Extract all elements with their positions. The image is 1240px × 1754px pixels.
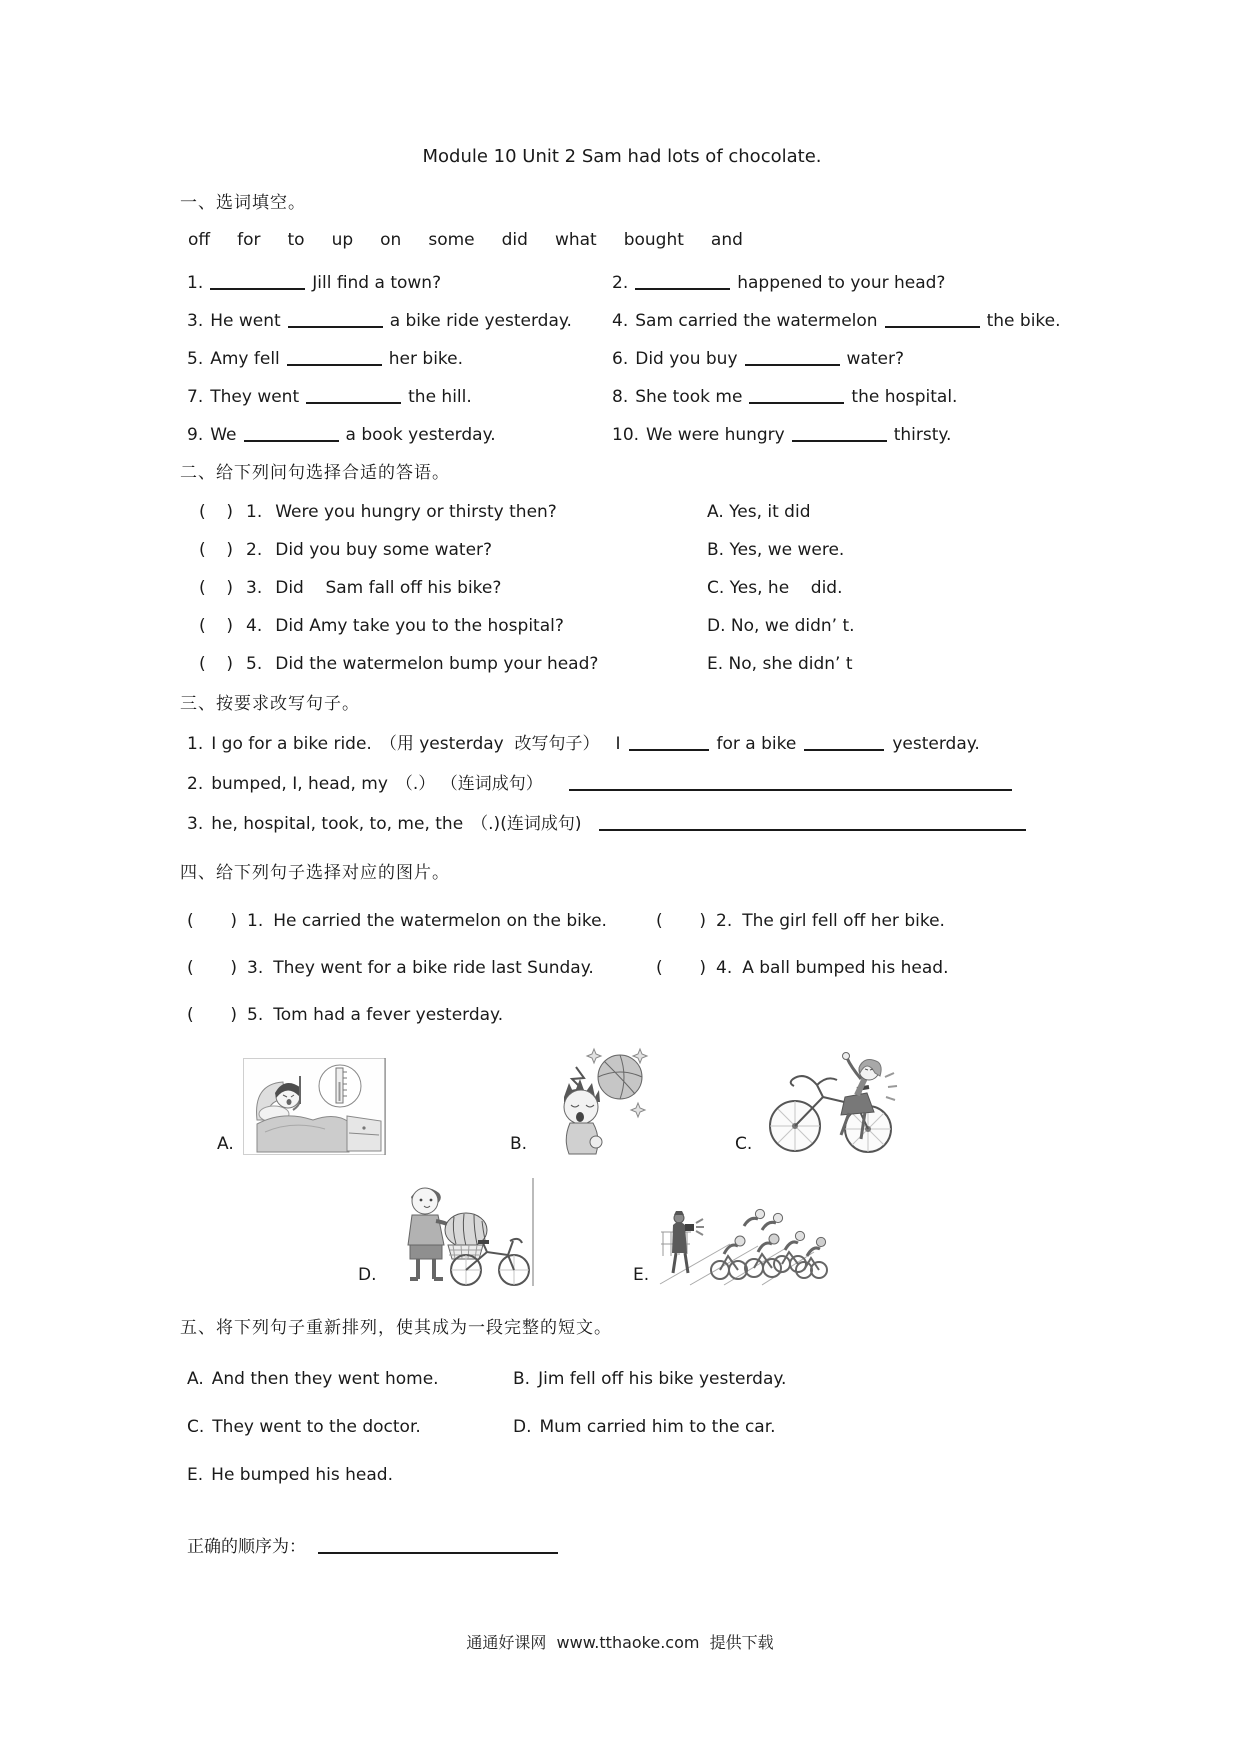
- word-bank-word: up: [331, 230, 354, 250]
- match-row-2: [180, 538, 1180, 576]
- rewrite-item-3: [180, 812, 1180, 836]
- item-number: 9.: [187, 425, 204, 445]
- item-text: They went for a bike ride last Sunday.: [273, 958, 594, 978]
- item-text-pre: She took me: [635, 387, 743, 407]
- boy-watermelon-bike-illustration: [386, 1178, 534, 1286]
- answer-line: [318, 1535, 558, 1554]
- paren-close: ): [699, 958, 706, 978]
- answer-parens: [199, 652, 233, 676]
- fill-blank-item-9: [187, 423, 612, 461]
- item-text-post: a bike ride yesterday.: [389, 311, 572, 331]
- answer-pre: I: [615, 734, 621, 754]
- footer-credit: 通通好课网 www.tthaoke.com 提供下载: [466, 1633, 774, 1652]
- answer-parens: [187, 909, 237, 933]
- answer-blank: [288, 309, 383, 328]
- answer-blank: [804, 732, 884, 751]
- item-text-post: the hill.: [408, 387, 472, 407]
- reorder-item-e: [187, 1463, 513, 1487]
- item-letter: C.: [187, 1417, 205, 1437]
- item-text-post: thirsty.: [893, 425, 952, 445]
- word-bank-word: did: [501, 230, 528, 250]
- word-bank: [180, 228, 1180, 252]
- match-row-5: [180, 652, 1180, 690]
- item-number: 2.: [612, 273, 629, 293]
- item-number: 4.: [612, 311, 629, 331]
- question-text: Did Sam fall off his bike?: [275, 578, 502, 598]
- picture-match-row-3: [180, 1003, 1180, 1027]
- answer-option: B. Yes, we were.: [707, 540, 845, 560]
- question-number: 4.: [246, 616, 263, 636]
- reorder-row-2: [180, 1415, 1180, 1439]
- item-text: The girl fell off her bike.: [742, 911, 945, 931]
- item-number: 7.: [187, 387, 204, 407]
- section3-heading: 三、按要求改写句子。: [180, 694, 360, 714]
- question-number: 1.: [246, 502, 263, 522]
- pictures-row-1: [180, 1045, 1180, 1157]
- item-number: 3.: [247, 958, 264, 978]
- answer-blank: [210, 271, 305, 290]
- word-bank-word: what: [554, 230, 597, 250]
- item-text: Tom had a fever yesterday.: [273, 1005, 504, 1025]
- picture-match-item-5: [187, 1003, 656, 1027]
- picture-label: B.: [510, 1134, 528, 1154]
- match-row-3: [180, 576, 1180, 614]
- match-answer-list: [180, 500, 1180, 690]
- item-text-pre: They went: [210, 387, 300, 407]
- picture-label: A.: [217, 1134, 234, 1154]
- fill-blank-item-4: [612, 309, 1180, 347]
- picture-c: [735, 1049, 899, 1155]
- fill-blank-item-8: [612, 385, 1180, 423]
- paren-close: ): [230, 911, 237, 931]
- picture-match-item-2: [656, 909, 945, 933]
- bicycle-race-illustration: [658, 1196, 828, 1286]
- question-number: 5.: [246, 654, 263, 674]
- item-letter: A.: [187, 1369, 204, 1389]
- answer-blank: [306, 385, 401, 404]
- answer-option: A. Yes, it did: [707, 502, 811, 522]
- paren-open: (: [199, 502, 206, 522]
- answer-line: [569, 772, 1012, 791]
- paren-close: ): [226, 654, 233, 674]
- answer-blank: [792, 423, 887, 442]
- instruction-text: （.)(连词成句): [471, 814, 582, 834]
- item-number: 8.: [612, 387, 629, 407]
- item-number: 2.: [187, 774, 204, 794]
- item-text-pre: Did you buy: [635, 349, 738, 369]
- answer-blank: [885, 309, 980, 328]
- fill-blank-item-10: [612, 423, 1180, 461]
- answer-parens: [656, 956, 706, 980]
- item-text: A ball bumped his head.: [742, 958, 949, 978]
- item-text-post: a book yesterday.: [345, 425, 496, 445]
- question-text: Did you buy some water?: [275, 540, 493, 560]
- section2-heading: 二、给下列问句选择合适的答语。: [180, 463, 450, 483]
- question-text: Did the watermelon bump your head?: [275, 654, 599, 674]
- reorder-item-d: [513, 1415, 776, 1439]
- picture-match-item-4: [656, 956, 949, 980]
- paren-close: ): [226, 616, 233, 636]
- paren-close: ): [699, 911, 706, 931]
- item-letter: B.: [513, 1369, 531, 1389]
- item-text: He carried the watermelon on the bike.: [273, 911, 607, 931]
- item-number: 3.: [187, 814, 204, 834]
- answer-parens: [199, 614, 233, 638]
- answer-blank: [745, 347, 840, 366]
- paren-open: (: [187, 1005, 194, 1025]
- item-text-post: water?: [846, 349, 904, 369]
- word-bank-word: off: [188, 230, 211, 250]
- sentence-text: I go for a bike ride.: [211, 734, 372, 754]
- scrambled-words: bumped, I, head, my: [211, 774, 388, 794]
- item-text-pre: Sam carried the watermelon: [635, 311, 878, 331]
- item-text-pre: He went: [210, 311, 281, 331]
- paren-open: (: [199, 578, 206, 598]
- answer-mid: for a bike: [716, 734, 797, 754]
- picture-b: [510, 1045, 654, 1155]
- paren-close: ): [226, 578, 233, 598]
- reorder-item-b: [513, 1367, 786, 1391]
- item-text-post: her bike.: [388, 349, 464, 369]
- rewrite-item-1: [180, 732, 1180, 756]
- word-bank-word: and: [710, 230, 743, 250]
- paren-open: (: [187, 911, 194, 931]
- paren-open: (: [199, 616, 206, 636]
- item-text-pre: Amy fell: [210, 349, 280, 369]
- item-text-pre: We: [210, 425, 237, 445]
- rewrite-item-2: [180, 772, 1180, 796]
- item-text-post: the hospital.: [851, 387, 958, 407]
- item-number: 1.: [187, 273, 204, 293]
- answer-parens: [199, 538, 233, 562]
- item-letter: D.: [513, 1417, 532, 1437]
- paren-open: (: [199, 654, 206, 674]
- instruction-text: （.） （连词成句）: [395, 774, 543, 794]
- paren-close: ): [230, 1005, 237, 1025]
- answer-option: C. Yes, he did.: [707, 578, 843, 598]
- picture-match-row-2: [180, 956, 1180, 980]
- answer-option: D. No, we didn’ t.: [707, 616, 855, 636]
- picture-match-item-1: [187, 909, 656, 933]
- answer-parens: [199, 576, 233, 600]
- paren-close: ): [230, 958, 237, 978]
- answer-blank: [635, 271, 730, 290]
- item-number: 5.: [247, 1005, 264, 1025]
- item-number: 6.: [612, 349, 629, 369]
- word-bank-word: to: [287, 230, 305, 250]
- item-text-pre: We were hungry: [646, 425, 785, 445]
- item-number: 2.: [716, 911, 733, 931]
- word-bank-word: some: [428, 230, 475, 250]
- scrambled-words: he, hospital, took, to, me, the: [211, 814, 464, 834]
- picture-label: C.: [735, 1134, 753, 1154]
- item-number: 10.: [612, 425, 640, 445]
- fill-blank-grid: [180, 271, 1180, 461]
- answer-parens: [656, 909, 706, 933]
- item-number: 1.: [247, 911, 264, 931]
- picture-match-row-1: [180, 909, 1180, 933]
- answer-post: yesterday.: [892, 734, 980, 754]
- item-number: 5.: [187, 349, 204, 369]
- picture-e: [633, 1196, 828, 1286]
- word-bank-word: on: [380, 230, 402, 250]
- answer-option: E. No, she didn’ t: [707, 654, 853, 674]
- word-bank-word: bought: [623, 230, 684, 250]
- question: [199, 538, 707, 562]
- pictures-row-2: [180, 1178, 1180, 1288]
- paren-open: (: [656, 911, 663, 931]
- paren-open: (: [187, 958, 194, 978]
- instruction-text: （用 yesterday 改写句子）: [379, 734, 600, 754]
- item-text-post: happened to your head?: [737, 273, 946, 293]
- reorder-item-a: [187, 1367, 513, 1391]
- ball-bumping-head-illustration: [536, 1045, 654, 1155]
- item-text: They went to the doctor.: [212, 1417, 421, 1437]
- answer-blank: [244, 423, 339, 442]
- item-letter: E.: [187, 1465, 204, 1485]
- word-bank-word: for: [237, 230, 261, 250]
- fill-blank-item-5: [187, 347, 612, 385]
- reorder-row-1: [180, 1367, 1180, 1391]
- answer-blank: [287, 347, 382, 366]
- picture-d: [358, 1178, 534, 1286]
- picture-match-item-3: [187, 956, 656, 980]
- section1-heading: 一、选词填空。: [180, 193, 306, 213]
- paren-open: (: [199, 540, 206, 560]
- fill-blank-item-3: [187, 309, 612, 347]
- match-row-4: [180, 614, 1180, 652]
- item-text: And then they went home.: [211, 1369, 439, 1389]
- correct-order-label: 正确的顺序为：: [187, 1537, 306, 1557]
- item-number: 1.: [187, 734, 204, 754]
- item-text: Mum carried him to the car.: [539, 1417, 776, 1437]
- answer-blank: [629, 732, 709, 751]
- picture-a: [217, 1058, 386, 1155]
- picture-label: E.: [633, 1265, 650, 1285]
- boy-in-bed-fever-illustration: [243, 1058, 386, 1155]
- question: [199, 652, 707, 676]
- question-text: Did Amy take you to the hospital?: [275, 616, 564, 636]
- item-number: 4.: [716, 958, 733, 978]
- section5-heading: 五、将下列句子重新排列，使其成为一段完整的短文。: [180, 1318, 612, 1338]
- answer-parens: [187, 1003, 237, 1027]
- item-number: 3.: [187, 311, 204, 331]
- paren-close: ): [226, 540, 233, 560]
- question-text: Were you hungry or thirsty then?: [275, 502, 557, 522]
- answer-parens: [187, 956, 237, 980]
- question: [199, 576, 707, 600]
- reorder-row-3: [180, 1463, 1180, 1487]
- question-number: 3.: [246, 578, 263, 598]
- answer-parens: [199, 500, 233, 524]
- section4-heading: 四、给下列句子选择对应的图片。: [180, 863, 450, 883]
- paren-open: (: [656, 958, 663, 978]
- page-title: Module 10 Unit 2 Sam had lots of chocolate.: [422, 146, 822, 167]
- girl-falling-off-bike-illustration: [761, 1049, 899, 1155]
- answer-line: [599, 812, 1026, 831]
- question: [199, 614, 707, 638]
- fill-blank-item-7: [187, 385, 612, 423]
- question-number: 2.: [246, 540, 263, 560]
- answer-blank: [749, 385, 844, 404]
- item-text-post: the bike.: [986, 311, 1061, 331]
- picture-label: D.: [358, 1265, 377, 1285]
- correct-order-line: [180, 1535, 1180, 1559]
- fill-blank-item-2: [612, 271, 1180, 309]
- item-text: He bumped his head.: [211, 1465, 393, 1485]
- question: [199, 500, 707, 524]
- item-text: Jim fell off his bike yesterday.: [538, 1369, 787, 1389]
- match-row-1: [180, 500, 1180, 538]
- item-text-post: Jill find a town?: [312, 273, 442, 293]
- fill-blank-item-1: [187, 271, 612, 309]
- fill-blank-item-6: [612, 347, 1180, 385]
- paren-close: ): [226, 502, 233, 522]
- reorder-item-c: [187, 1415, 513, 1439]
